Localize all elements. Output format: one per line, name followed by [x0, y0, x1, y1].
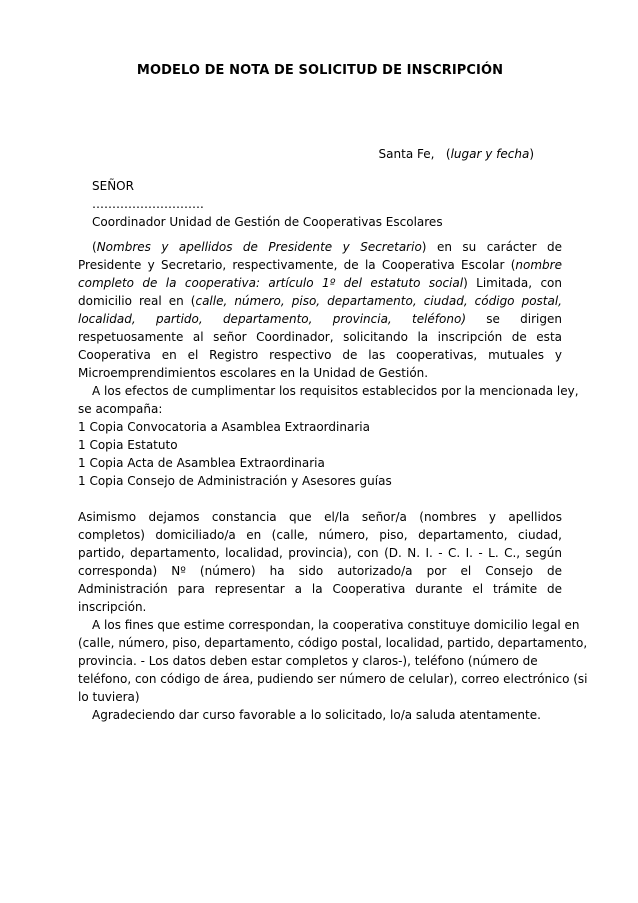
domicile-line: teléfono, con código de área, pudiendo ser número de celular), correo electrónico (si: [78, 672, 588, 686]
place-and-date: Santa Fe, (lugar y fecha): [378, 147, 534, 161]
domicile-line: provincia. - Los datos deben estar completos y claros-), teléfono (número de: [78, 654, 538, 668]
place-city: Santa Fe,: [378, 147, 435, 161]
attachment-item: 1 Copia Estatuto: [78, 438, 178, 452]
placeholder-names: Nombres y apellidos de Presidente y Secretario: [96, 240, 422, 254]
attachments-list: [78, 418, 562, 490]
closing-line: Agradeciendo dar curso favorable a lo solicitado, lo/a saluda atentamente.: [92, 708, 541, 722]
attachment-item: 1 Copia Acta de Asamblea Extraordinaria: [78, 456, 325, 470]
recipient-name-line: ……………………….: [92, 197, 204, 211]
letter-body: [78, 238, 588, 724]
effects-line-1: A los efectos de cumplimentar los requisitos establecidos por la mencionada ley,: [92, 384, 579, 398]
attachment-item: 1 Copia Convocatoria a Asamblea Extraordinaria: [78, 420, 370, 434]
effects-line-2: se acompaña:: [78, 402, 163, 416]
recipient-salutation: SEÑOR: [92, 179, 134, 193]
attachment-item: 1 Copia Consejo de Administración y Asesores guías: [78, 474, 392, 488]
recipient-position: Coordinador Unidad de Gestión de Cooperativas Escolares: [92, 215, 443, 229]
document-title: MODELO DE NOTA DE SOLICITUD DE INSCRIPCIÓN: [136, 63, 504, 78]
paragraph-request-text-2: ) Limitada, con domicilio real en (: [78, 276, 562, 308]
paragraph-domicile: [78, 616, 588, 706]
domicile-line: A los fines que estime correspondan, la cooperativa constituye domicilio legal en: [92, 618, 580, 632]
spacer: [78, 490, 562, 508]
domicile-line: (calle, número, piso, departamento, código postal, localidad, partido, departamento,: [78, 636, 588, 650]
paragraph-request-text-1: en su carácter de Presidente y Secretario, respectivamente, de la Cooperativa Escolar (: [78, 240, 563, 272]
recipient-block: [92, 177, 443, 231]
paragraph-request: (Nombres y apellidos de Presidente y Secretario) en su carácter de Presidente y Secretario, respectivamente, de la Cooperativa Escolar (nombre completo de la cooperativa: artículo 1º del estatuto social) Limitada, con domicilio real en (calle, número, piso, departamento, ciudad, código postal, localidad, partido, departamento, provincia, teléfono) se dirigen respetuosamente al señor Coordinador, solicitando la inscripción de esta Cooperativa en el Registro respectivo de las cooperativas, mutuales y Microemprendimientos escolares en la Unidad de Gestión.: [78, 240, 563, 380]
placeholder-coop-name: nombre completo de la cooperativa: artículo 1º del estatuto social: [78, 258, 562, 290]
paragraph-request-text-3: se dirigen respetuosamente al señor Coordinador, solicitando la inscripción de esta Cooperativa en el Registro respectivo de las cooperativas, mutuales y Microemprendimientos escolares en la Unidad de Gestión.: [78, 312, 562, 380]
placeholder-address: calle, número, piso, departamento, ciudad, código postal, localidad, partido, departamento, provincia, teléfono): [78, 294, 562, 326]
paragraph-representative: Asimismo dejamos constancia que el/la señor/a (nombres y apellidos completos) domiciliado/a en (calle, número, piso, departamento, ciudad, partido, departamento, localidad, provincia), con (D. N. I. - C. I. - L. C., según corresponda) Nº (número) ha sido autorizado/a por el Consejo de Administración para representar a la Cooperativa durante el trámite de inscripción.: [78, 510, 562, 614]
domicile-line: lo tuviera): [78, 690, 140, 704]
place-date-placeholder: lugar y fecha: [450, 147, 530, 161]
